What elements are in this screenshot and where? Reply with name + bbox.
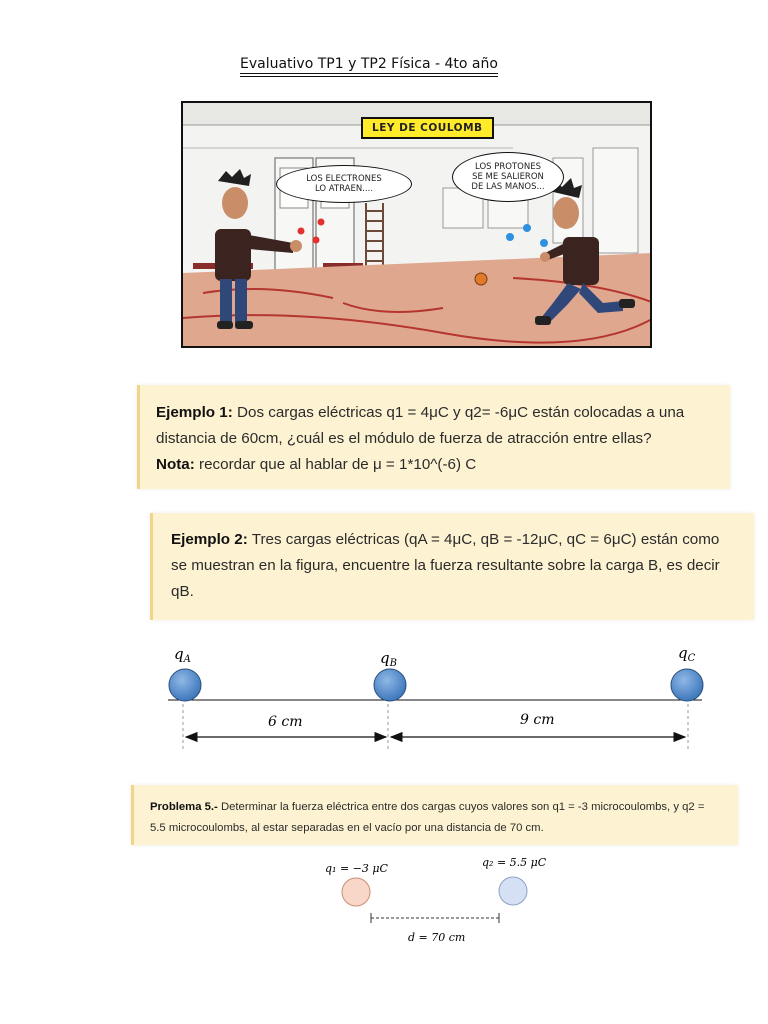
- problema-5-body: Determinar la fuerza eléctrica entre dos cargas cuyos valores son q1 = -3 microcoulombs, y q2 = 5.5 microcoulombs, al estar separadas en el vacío por una distancia de 70 cm.: [150, 801, 705, 834]
- comic-panel: [181, 101, 652, 348]
- problema-5-box: [131, 785, 738, 845]
- problema-5-label: Problema 5.-: [150, 801, 218, 813]
- label-qc: $q_C$: [678, 644, 696, 664]
- document-title: Evaluativo TP1 y TP2 Física - 4to año: [240, 56, 498, 72]
- comic-title-banner: LEY DE COULOMB: [361, 117, 494, 139]
- q2-label: q₂ = 5.5 μC: [482, 856, 547, 869]
- speech-bubble-right: LOS PROTONES SE ME SALIERON DE LAS MANOS...: [452, 152, 564, 202]
- ejemplo-1-box: [137, 385, 730, 489]
- q1-label: q₁ = −3 μC: [325, 862, 388, 875]
- speech-bubble-left: LOS ELECTRONES LO ATRAEN....: [276, 165, 412, 203]
- ejemplo-2-text: [171, 527, 736, 605]
- ejemplo-2-label: Ejemplo 2:: [171, 531, 248, 548]
- ejemplo-1-body: Dos cargas eléctricas q1 = 4μC y q2= -6μC están colocadas a una distancia de 60cm, ¿cuál es el módulo de fuerza de atracción entre ellas?: [156, 404, 685, 447]
- charge-q1: [342, 878, 370, 906]
- ejemplo-2-box: [150, 513, 754, 620]
- distance-label: d = 70 cm: [408, 931, 466, 944]
- label-qa: $q_A$: [174, 645, 191, 665]
- charge-q2: [499, 877, 527, 905]
- charge-c: [671, 669, 703, 701]
- ejemplo-2-body: Tres cargas eléctricas (qA = 4μC, qB = -12μC, qC = 6μC) están como se muestran en la figura, encuentre la fuerza resultante sobre la carga B, es decir qB.: [171, 531, 720, 600]
- note-label: Nota:: [156, 456, 195, 473]
- distance-ab-label: 6 cm: [268, 714, 303, 730]
- label-qb: $q_B$: [380, 649, 397, 669]
- comic-illustration: [183, 103, 652, 348]
- ejemplo-1-note: [156, 452, 714, 478]
- distance-bc-label: 9 cm: [520, 712, 555, 728]
- ejemplo-1-text: [156, 400, 714, 452]
- note-body: recordar que al hablar de μ = 1*10^(-6) C: [194, 456, 477, 473]
- ejemplo-1-label: Ejemplo 1:: [156, 404, 233, 421]
- charge-b: [374, 669, 406, 701]
- charge-a: [169, 669, 201, 701]
- problema-5-text: [150, 797, 722, 839]
